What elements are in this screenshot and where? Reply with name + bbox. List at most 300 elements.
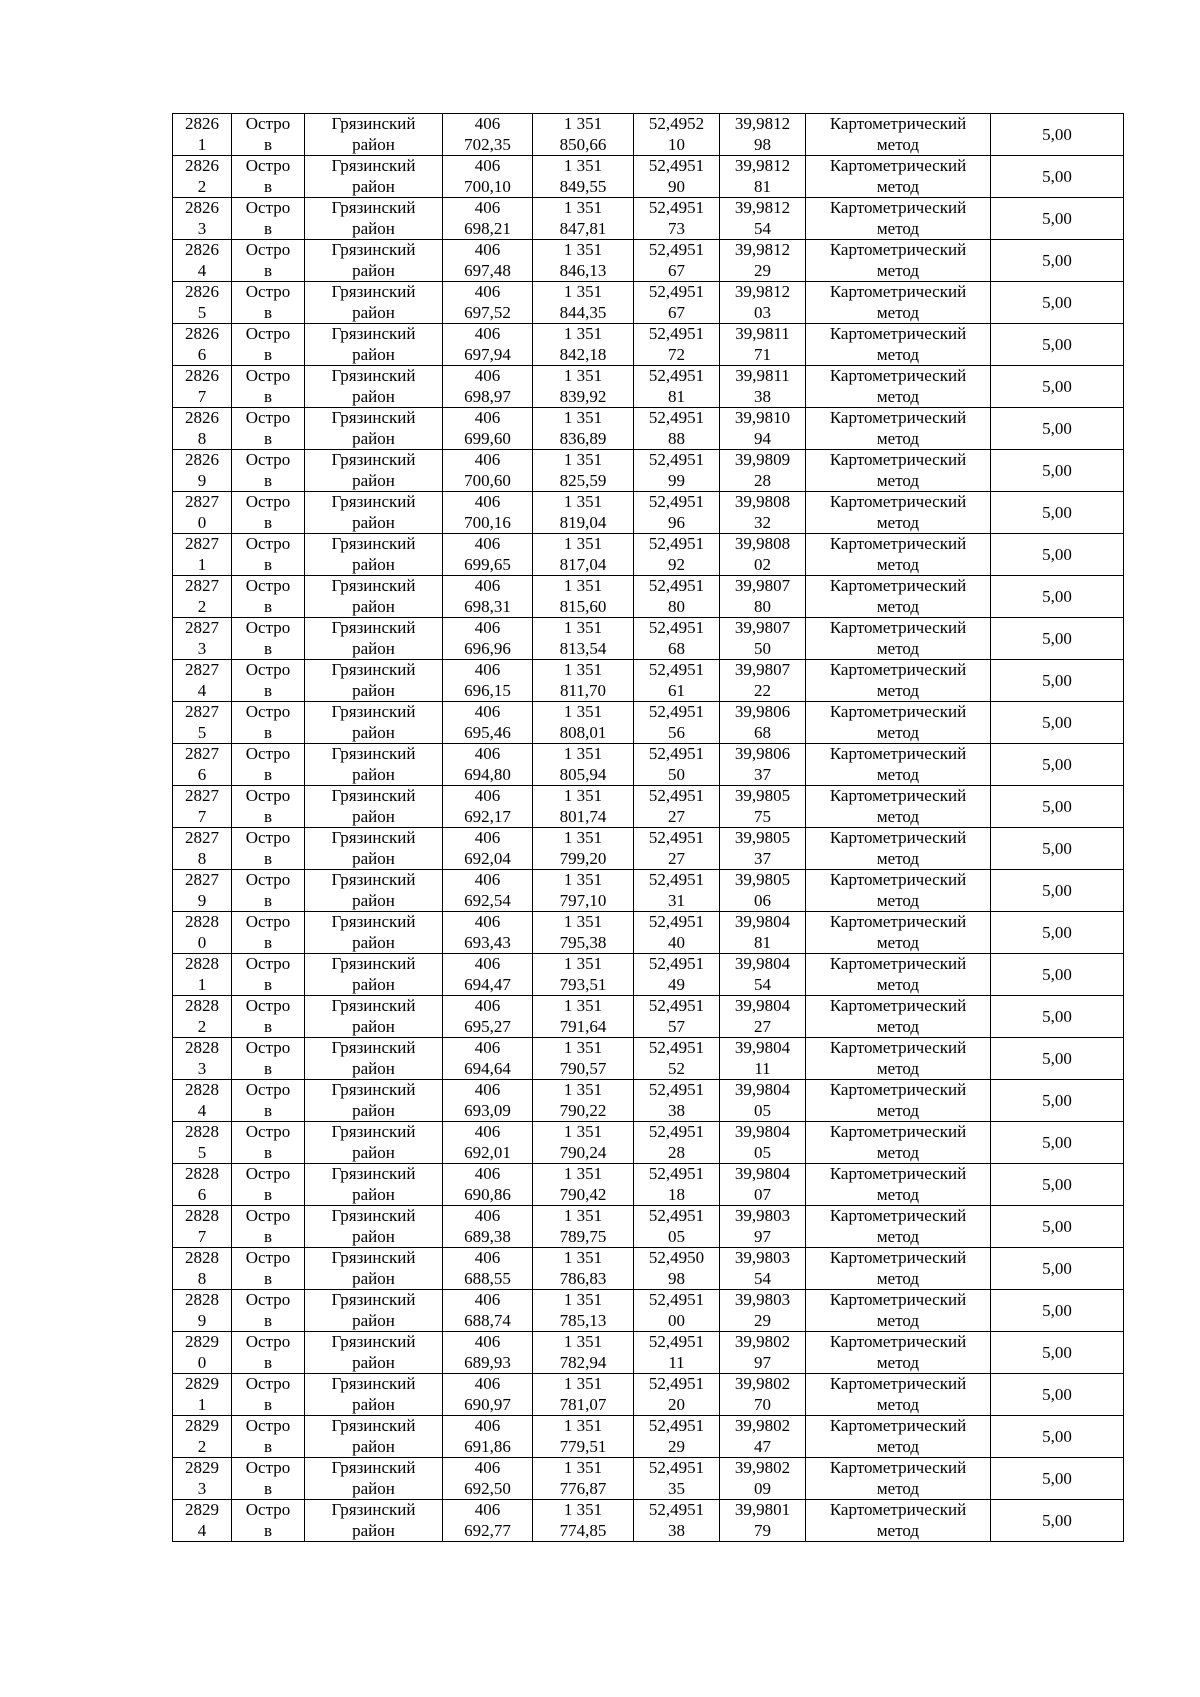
coord-y-cell: 1 351 850,66 (533, 114, 634, 156)
point-number-cell: 2828 0 (173, 912, 232, 954)
accuracy-cell: 5,00 (991, 1248, 1124, 1290)
longitude-cell: 39,9812 81 (720, 156, 806, 198)
method-cell: Картометрический метод (806, 156, 991, 198)
latitude-cell: 52,4951 81 (634, 366, 720, 408)
district-cell: Грязинский район (305, 1416, 443, 1458)
longitude-cell: 39,9803 97 (720, 1206, 806, 1248)
accuracy-cell: 5,00 (991, 1416, 1124, 1458)
district-cell: Грязинский район (305, 576, 443, 618)
table-row (173, 702, 1124, 744)
coord-x-cell: 406 693,43 (443, 912, 533, 954)
latitude-cell: 52,4951 38 (634, 1080, 720, 1122)
coord-x-cell: 406 694,64 (443, 1038, 533, 1080)
latitude-cell: 52,4951 00 (634, 1290, 720, 1332)
point-number-cell: 2826 6 (173, 324, 232, 366)
object-type-cell: Остро в (232, 576, 305, 618)
longitude-cell: 39,9803 54 (720, 1248, 806, 1290)
district-cell: Грязинский район (305, 828, 443, 870)
latitude-cell: 52,4951 29 (634, 1416, 720, 1458)
latitude-cell: 52,4951 57 (634, 996, 720, 1038)
longitude-cell: 39,9811 38 (720, 366, 806, 408)
method-cell: Картометрический метод (806, 576, 991, 618)
district-cell: Грязинский район (305, 660, 443, 702)
method-cell: Картометрический метод (806, 1374, 991, 1416)
method-cell: Картометрический метод (806, 1500, 991, 1542)
latitude-cell: 52,4951 49 (634, 954, 720, 996)
district-cell: Грязинский район (305, 534, 443, 576)
coord-y-cell: 1 351 805,94 (533, 744, 634, 786)
point-number-cell: 2826 4 (173, 240, 232, 282)
coord-x-cell: 406 694,80 (443, 744, 533, 786)
table-row (173, 1080, 1124, 1122)
latitude-cell: 52,4951 18 (634, 1164, 720, 1206)
latitude-cell: 52,4951 20 (634, 1374, 720, 1416)
point-number-cell: 2826 8 (173, 408, 232, 450)
point-number-cell: 2827 7 (173, 786, 232, 828)
object-type-cell: Остро в (232, 1248, 305, 1290)
object-type-cell: Остро в (232, 870, 305, 912)
method-cell: Картометрический метод (806, 618, 991, 660)
object-type-cell: Остро в (232, 1332, 305, 1374)
longitude-cell: 39,9812 03 (720, 282, 806, 324)
coord-x-cell: 406 697,48 (443, 240, 533, 282)
coord-x-cell: 406 688,74 (443, 1290, 533, 1332)
method-cell: Картометрический метод (806, 114, 991, 156)
latitude-cell: 52,4951 72 (634, 324, 720, 366)
object-type-cell: Остро в (232, 492, 305, 534)
method-cell: Картометрический метод (806, 1458, 991, 1500)
coord-x-cell: 406 688,55 (443, 1248, 533, 1290)
table-row (173, 366, 1124, 408)
coord-x-cell: 406 697,52 (443, 282, 533, 324)
object-type-cell: Остро в (232, 1500, 305, 1542)
district-cell: Грязинский район (305, 618, 443, 660)
table-row (173, 912, 1124, 954)
method-cell: Картометрический метод (806, 744, 991, 786)
district-cell: Грязинский район (305, 1458, 443, 1500)
object-type-cell: Остро в (232, 996, 305, 1038)
method-cell: Картометрический метод (806, 996, 991, 1038)
object-type-cell: Остро в (232, 954, 305, 996)
method-cell: Картометрический метод (806, 870, 991, 912)
latitude-cell: 52,4951 73 (634, 198, 720, 240)
district-cell: Грязинский район (305, 240, 443, 282)
table-row (173, 1290, 1124, 1332)
point-number-cell: 2828 3 (173, 1038, 232, 1080)
table-row (173, 1332, 1124, 1374)
table-row (173, 1416, 1124, 1458)
coord-x-cell: 406 690,97 (443, 1374, 533, 1416)
accuracy-cell: 5,00 (991, 1290, 1124, 1332)
district-cell: Грязинский район (305, 324, 443, 366)
table-row (173, 786, 1124, 828)
longitude-cell: 39,9812 98 (720, 114, 806, 156)
point-number-cell: 2829 3 (173, 1458, 232, 1500)
district-cell: Грязинский район (305, 366, 443, 408)
district-cell: Грязинский район (305, 1374, 443, 1416)
object-type-cell: Остро в (232, 1458, 305, 1500)
method-cell: Картометрический метод (806, 408, 991, 450)
coord-x-cell: 406 699,60 (443, 408, 533, 450)
coord-x-cell: 406 692,54 (443, 870, 533, 912)
coord-y-cell: 1 351 785,13 (533, 1290, 634, 1332)
district-cell: Грязинский район (305, 198, 443, 240)
coord-y-cell: 1 351 786,83 (533, 1248, 634, 1290)
longitude-cell: 39,9804 07 (720, 1164, 806, 1206)
coord-y-cell: 1 351 847,81 (533, 198, 634, 240)
method-cell: Картометрический метод (806, 450, 991, 492)
point-number-cell: 2828 2 (173, 996, 232, 1038)
latitude-cell: 52,4951 90 (634, 156, 720, 198)
object-type-cell: Остро в (232, 324, 305, 366)
longitude-cell: 39,9802 70 (720, 1374, 806, 1416)
method-cell: Картометрический метод (806, 954, 991, 996)
longitude-cell: 39,9808 02 (720, 534, 806, 576)
longitude-cell: 39,9812 54 (720, 198, 806, 240)
longitude-cell: 39,9804 11 (720, 1038, 806, 1080)
coord-y-cell: 1 351 799,20 (533, 828, 634, 870)
coordinates-table (172, 113, 1124, 1542)
object-type-cell: Остро в (232, 1416, 305, 1458)
district-cell: Грязинский район (305, 450, 443, 492)
latitude-cell: 52,4951 67 (634, 282, 720, 324)
latitude-cell: 52,4951 35 (634, 1458, 720, 1500)
table-row (173, 1458, 1124, 1500)
district-cell: Грязинский район (305, 1332, 443, 1374)
accuracy-cell: 5,00 (991, 744, 1124, 786)
longitude-cell: 39,9807 80 (720, 576, 806, 618)
latitude-cell: 52,4951 80 (634, 576, 720, 618)
accuracy-cell: 5,00 (991, 702, 1124, 744)
district-cell: Грязинский район (305, 492, 443, 534)
coord-y-cell: 1 351 815,60 (533, 576, 634, 618)
longitude-cell: 39,9807 22 (720, 660, 806, 702)
table-row (173, 954, 1124, 996)
table-row (173, 324, 1124, 366)
point-number-cell: 2826 1 (173, 114, 232, 156)
accuracy-cell: 5,00 (991, 912, 1124, 954)
coord-y-cell: 1 351 790,24 (533, 1122, 634, 1164)
method-cell: Картометрический метод (806, 1122, 991, 1164)
object-type-cell: Остро в (232, 1164, 305, 1206)
point-number-cell: 2828 8 (173, 1248, 232, 1290)
district-cell: Грязинский район (305, 282, 443, 324)
object-type-cell: Остро в (232, 1374, 305, 1416)
object-type-cell: Остро в (232, 114, 305, 156)
district-cell: Грязинский район (305, 1248, 443, 1290)
point-number-cell: 2828 5 (173, 1122, 232, 1164)
table-row (173, 660, 1124, 702)
longitude-cell: 39,9806 68 (720, 702, 806, 744)
longitude-cell: 39,9812 29 (720, 240, 806, 282)
point-number-cell: 2828 4 (173, 1080, 232, 1122)
accuracy-cell: 5,00 (991, 576, 1124, 618)
coord-y-cell: 1 351 790,22 (533, 1080, 634, 1122)
latitude-cell: 52,4951 92 (634, 534, 720, 576)
latitude-cell: 52,4951 05 (634, 1206, 720, 1248)
accuracy-cell: 5,00 (991, 828, 1124, 870)
table-row (173, 156, 1124, 198)
coord-x-cell: 406 693,09 (443, 1080, 533, 1122)
object-type-cell: Остро в (232, 534, 305, 576)
table-row (173, 114, 1124, 156)
latitude-cell: 52,4951 38 (634, 1500, 720, 1542)
district-cell: Грязинский район (305, 954, 443, 996)
accuracy-cell: 5,00 (991, 492, 1124, 534)
latitude-cell: 52,4951 96 (634, 492, 720, 534)
table-row (173, 1122, 1124, 1164)
coord-x-cell: 406 692,04 (443, 828, 533, 870)
district-cell: Грязинский район (305, 744, 443, 786)
longitude-cell: 39,9804 05 (720, 1122, 806, 1164)
point-number-cell: 2827 4 (173, 660, 232, 702)
accuracy-cell: 5,00 (991, 534, 1124, 576)
object-type-cell: Остро в (232, 744, 305, 786)
table-row (173, 240, 1124, 282)
coord-x-cell: 406 696,96 (443, 618, 533, 660)
accuracy-cell: 5,00 (991, 198, 1124, 240)
longitude-cell: 39,9804 27 (720, 996, 806, 1038)
district-cell: Грязинский район (305, 786, 443, 828)
latitude-cell: 52,4951 68 (634, 618, 720, 660)
method-cell: Картометрический метод (806, 912, 991, 954)
latitude-cell: 52,4951 11 (634, 1332, 720, 1374)
accuracy-cell: 5,00 (991, 786, 1124, 828)
longitude-cell: 39,9802 47 (720, 1416, 806, 1458)
object-type-cell: Остро в (232, 450, 305, 492)
accuracy-cell: 5,00 (991, 618, 1124, 660)
object-type-cell: Остро в (232, 828, 305, 870)
table-row (173, 1038, 1124, 1080)
object-type-cell: Остро в (232, 198, 305, 240)
point-number-cell: 2827 3 (173, 618, 232, 660)
method-cell: Картометрический метод (806, 702, 991, 744)
method-cell: Картометрический метод (806, 660, 991, 702)
accuracy-cell: 5,00 (991, 324, 1124, 366)
point-number-cell: 2827 8 (173, 828, 232, 870)
coord-x-cell: 406 690,86 (443, 1164, 533, 1206)
object-type-cell: Остро в (232, 702, 305, 744)
object-type-cell: Остро в (232, 156, 305, 198)
longitude-cell: 39,9811 71 (720, 324, 806, 366)
accuracy-cell: 5,00 (991, 1164, 1124, 1206)
longitude-cell: 39,9802 97 (720, 1332, 806, 1374)
district-cell: Грязинский район (305, 1206, 443, 1248)
longitude-cell: 39,9806 37 (720, 744, 806, 786)
method-cell: Картометрический метод (806, 1248, 991, 1290)
latitude-cell: 52,4951 27 (634, 786, 720, 828)
coord-y-cell: 1 351 846,13 (533, 240, 634, 282)
coord-y-cell: 1 351 839,92 (533, 366, 634, 408)
accuracy-cell: 5,00 (991, 870, 1124, 912)
coord-x-cell: 406 689,93 (443, 1332, 533, 1374)
latitude-cell: 52,4951 67 (634, 240, 720, 282)
coord-y-cell: 1 351 793,51 (533, 954, 634, 996)
latitude-cell: 52,4951 50 (634, 744, 720, 786)
longitude-cell: 39,9805 06 (720, 870, 806, 912)
method-cell: Картометрический метод (806, 1416, 991, 1458)
accuracy-cell: 5,00 (991, 240, 1124, 282)
coord-y-cell: 1 351 813,54 (533, 618, 634, 660)
latitude-cell: 52,4951 31 (634, 870, 720, 912)
table-row (173, 828, 1124, 870)
method-cell: Картометрический метод (806, 1038, 991, 1080)
object-type-cell: Остро в (232, 786, 305, 828)
table-row (173, 996, 1124, 1038)
coord-y-cell: 1 351 819,04 (533, 492, 634, 534)
object-type-cell: Остро в (232, 1290, 305, 1332)
method-cell: Картометрический метод (806, 1332, 991, 1374)
district-cell: Грязинский район (305, 996, 443, 1038)
coord-x-cell: 406 694,47 (443, 954, 533, 996)
point-number-cell: 2829 4 (173, 1500, 232, 1542)
district-cell: Грязинский район (305, 1290, 443, 1332)
coord-y-cell: 1 351 811,70 (533, 660, 634, 702)
point-number-cell: 2827 1 (173, 534, 232, 576)
coord-x-cell: 406 692,01 (443, 1122, 533, 1164)
coord-y-cell: 1 351 790,57 (533, 1038, 634, 1080)
method-cell: Картометрический метод (806, 198, 991, 240)
object-type-cell: Остро в (232, 366, 305, 408)
point-number-cell: 2827 9 (173, 870, 232, 912)
table-body (173, 114, 1124, 1542)
coord-x-cell: 406 695,46 (443, 702, 533, 744)
table-row (173, 744, 1124, 786)
longitude-cell: 39,9809 28 (720, 450, 806, 492)
point-number-cell: 2828 1 (173, 954, 232, 996)
coord-x-cell: 406 700,10 (443, 156, 533, 198)
coord-y-cell: 1 351 790,42 (533, 1164, 634, 1206)
accuracy-cell: 5,00 (991, 366, 1124, 408)
point-number-cell: 2828 7 (173, 1206, 232, 1248)
latitude-cell: 52,4951 99 (634, 450, 720, 492)
coord-y-cell: 1 351 817,04 (533, 534, 634, 576)
latitude-cell: 52,4951 40 (634, 912, 720, 954)
district-cell: Грязинский район (305, 1080, 443, 1122)
accuracy-cell: 5,00 (991, 1080, 1124, 1122)
coord-y-cell: 1 351 779,51 (533, 1416, 634, 1458)
point-number-cell: 2829 2 (173, 1416, 232, 1458)
latitude-cell: 52,4951 88 (634, 408, 720, 450)
longitude-cell: 39,9804 54 (720, 954, 806, 996)
district-cell: Грязинский район (305, 1122, 443, 1164)
object-type-cell: Остро в (232, 1206, 305, 1248)
point-number-cell: 2826 9 (173, 450, 232, 492)
accuracy-cell: 5,00 (991, 1374, 1124, 1416)
accuracy-cell: 5,00 (991, 114, 1124, 156)
method-cell: Картометрический метод (806, 828, 991, 870)
longitude-cell: 39,9801 79 (720, 1500, 806, 1542)
table-row (173, 1500, 1124, 1542)
coord-y-cell: 1 351 774,85 (533, 1500, 634, 1542)
latitude-cell: 52,4951 27 (634, 828, 720, 870)
method-cell: Картометрический метод (806, 492, 991, 534)
point-number-cell: 2829 0 (173, 1332, 232, 1374)
point-number-cell: 2827 6 (173, 744, 232, 786)
coord-x-cell: 406 698,21 (443, 198, 533, 240)
table-row (173, 576, 1124, 618)
coord-y-cell: 1 351 776,87 (533, 1458, 634, 1500)
accuracy-cell: 5,00 (991, 660, 1124, 702)
point-number-cell: 2826 3 (173, 198, 232, 240)
accuracy-cell: 5,00 (991, 450, 1124, 492)
coord-x-cell: 406 700,16 (443, 492, 533, 534)
point-number-cell: 2826 7 (173, 366, 232, 408)
coord-x-cell: 406 698,31 (443, 576, 533, 618)
object-type-cell: Остро в (232, 408, 305, 450)
longitude-cell: 39,9804 05 (720, 1080, 806, 1122)
method-cell: Картометрический метод (806, 324, 991, 366)
coord-x-cell: 406 700,60 (443, 450, 533, 492)
point-number-cell: 2827 5 (173, 702, 232, 744)
district-cell: Грязинский район (305, 156, 443, 198)
table-row (173, 618, 1124, 660)
district-cell: Грязинский район (305, 114, 443, 156)
point-number-cell: 2828 9 (173, 1290, 232, 1332)
coord-x-cell: 406 692,77 (443, 1500, 533, 1542)
table-row (173, 1374, 1124, 1416)
accuracy-cell: 5,00 (991, 996, 1124, 1038)
coord-y-cell: 1 351 844,35 (533, 282, 634, 324)
latitude-cell: 52,4951 28 (634, 1122, 720, 1164)
coord-x-cell: 406 692,50 (443, 1458, 533, 1500)
accuracy-cell: 5,00 (991, 1332, 1124, 1374)
point-number-cell: 2828 6 (173, 1164, 232, 1206)
accuracy-cell: 5,00 (991, 282, 1124, 324)
accuracy-cell: 5,00 (991, 1206, 1124, 1248)
accuracy-cell: 5,00 (991, 954, 1124, 996)
point-number-cell: 2827 2 (173, 576, 232, 618)
latitude-cell: 52,4951 61 (634, 660, 720, 702)
object-type-cell: Остро в (232, 1122, 305, 1164)
coord-x-cell: 406 695,27 (443, 996, 533, 1038)
coord-y-cell: 1 351 782,94 (533, 1332, 634, 1374)
object-type-cell: Остро в (232, 1038, 305, 1080)
longitude-cell: 39,9805 75 (720, 786, 806, 828)
longitude-cell: 39,9802 09 (720, 1458, 806, 1500)
method-cell: Картометрический метод (806, 786, 991, 828)
point-number-cell: 2826 2 (173, 156, 232, 198)
accuracy-cell: 5,00 (991, 1038, 1124, 1080)
coord-y-cell: 1 351 849,55 (533, 156, 634, 198)
accuracy-cell: 5,00 (991, 408, 1124, 450)
point-number-cell: 2829 1 (173, 1374, 232, 1416)
coord-y-cell: 1 351 797,10 (533, 870, 634, 912)
coord-y-cell: 1 351 789,75 (533, 1206, 634, 1248)
longitude-cell: 39,9808 32 (720, 492, 806, 534)
object-type-cell: Остро в (232, 282, 305, 324)
latitude-cell: 52,4951 52 (634, 1038, 720, 1080)
method-cell: Картометрический метод (806, 1290, 991, 1332)
latitude-cell: 52,4951 56 (634, 702, 720, 744)
longitude-cell: 39,9807 50 (720, 618, 806, 660)
longitude-cell: 39,9810 94 (720, 408, 806, 450)
coord-x-cell: 406 692,17 (443, 786, 533, 828)
table-row (173, 282, 1124, 324)
accuracy-cell: 5,00 (991, 1500, 1124, 1542)
method-cell: Картометрический метод (806, 366, 991, 408)
longitude-cell: 39,9804 81 (720, 912, 806, 954)
table-row (173, 534, 1124, 576)
coord-x-cell: 406 698,97 (443, 366, 533, 408)
coord-y-cell: 1 351 808,01 (533, 702, 634, 744)
accuracy-cell: 5,00 (991, 1122, 1124, 1164)
coord-y-cell: 1 351 781,07 (533, 1374, 634, 1416)
coord-x-cell: 406 691,86 (443, 1416, 533, 1458)
coord-y-cell: 1 351 791,64 (533, 996, 634, 1038)
object-type-cell: Остро в (232, 660, 305, 702)
table-row (173, 1164, 1124, 1206)
